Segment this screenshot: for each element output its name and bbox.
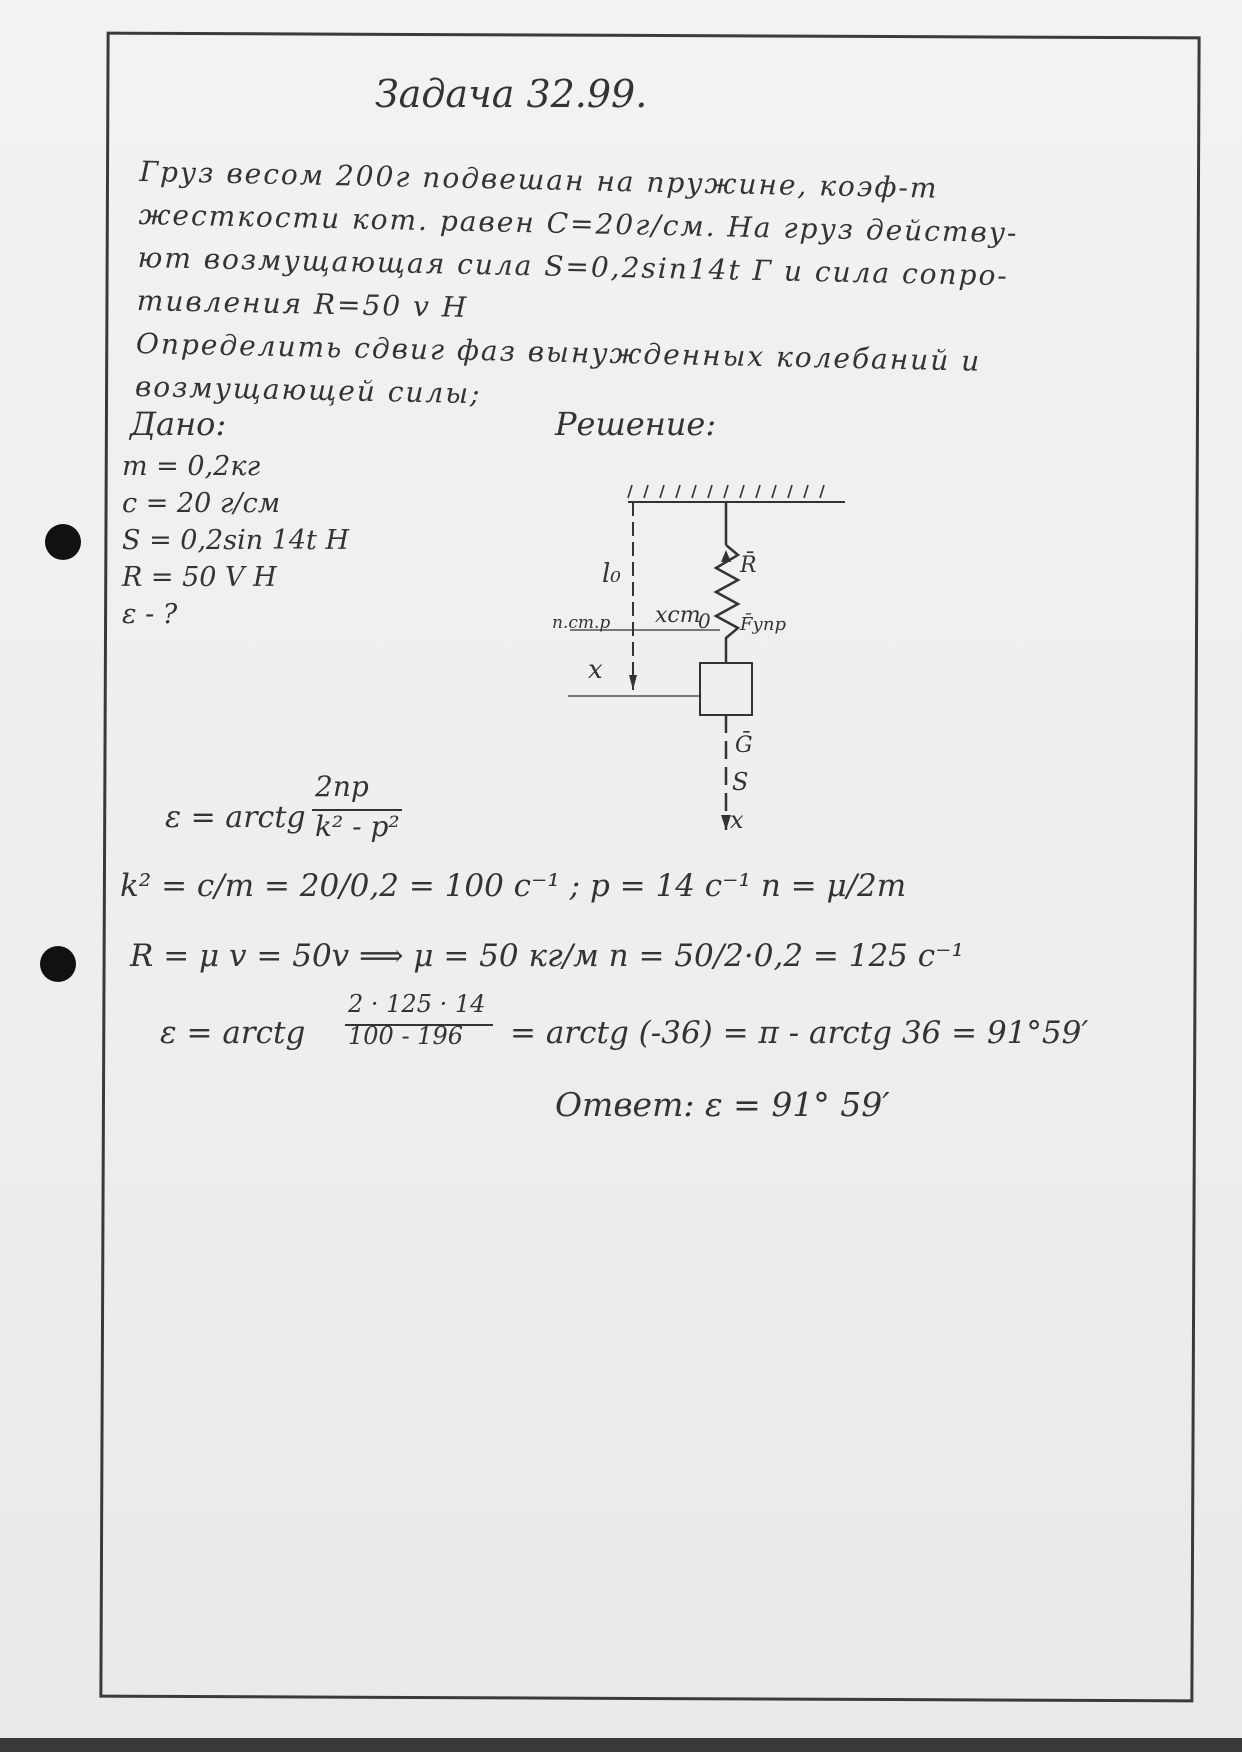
given-item: c = 20 г/см	[122, 488, 281, 519]
label-xst: xст	[655, 603, 701, 628]
problem-line: ют возмущающая сила S=0,2sin14t Г и сила сопро-	[137, 240, 1010, 293]
given-item: S = 0,2sin 14t H	[122, 525, 350, 556]
given-heading: Дано:	[130, 405, 227, 443]
solution-heading: Решение:	[555, 405, 717, 443]
given-item: ε - ?	[122, 599, 178, 630]
spring-mass-diagram	[540, 470, 860, 840]
label-x-left: x	[588, 655, 603, 685]
solution-line-1: k² = c/m = 20/0,2 = 100 c⁻¹ ; p = 14 c⁻¹ n = μ/2m	[120, 868, 907, 904]
label-G: Ḡ	[735, 733, 753, 758]
given-item: m = 0,2кг	[122, 451, 261, 482]
problem-title: Задача 32.99.	[375, 72, 648, 116]
formula-main-numerator: 2np	[315, 770, 369, 803]
label-S: S	[732, 768, 749, 796]
punch-hole-bottom	[40, 946, 76, 982]
solution-line-3-prefix: ε = arctg	[160, 1015, 306, 1051]
problem-statement	[135, 150, 1150, 429]
problem-line: возмущающей силы;	[134, 369, 482, 411]
given-item: R = 50 V H	[122, 562, 277, 593]
solution-line-3-denominator: 100 - 196	[348, 1022, 463, 1050]
problem-line: жесткости кот. равен С=20г/см. На груз действу-	[138, 197, 1019, 250]
label-origin: 0	[698, 609, 711, 633]
label-Fupr: F̄упр	[740, 614, 787, 635]
label-l0: l₀	[602, 559, 621, 589]
given-list	[122, 448, 349, 633]
problem-line: Определить сдвиг фаз вынужденных колебаний и	[135, 326, 982, 378]
formula-main-denominator: k² - p²	[315, 810, 400, 843]
solution-line-3-numerator: 2 · 125 · 14	[348, 990, 486, 1018]
problem-line: тивления R=50 v Н	[136, 283, 469, 324]
label-equilibrium: п.ст.р	[552, 613, 611, 633]
solution-line-3-result: = arctg (-36) = π - arctg 36 = 91°59′	[510, 1015, 1089, 1051]
answer: Ответ: ε = 91° 59′	[555, 1085, 890, 1124]
solution-line-2: R = μ v = 50v ⟹ μ = 50 кг/м n = 50/2·0,2 = 125 c⁻¹	[130, 938, 964, 974]
punch-hole-top	[45, 524, 81, 560]
label-R: R̄	[740, 553, 757, 578]
problem-line: Груз весом 200г подвешан на пружине, коэф-т	[139, 154, 939, 205]
label-x-axis: x	[730, 806, 744, 834]
formula-main-prefix: ε = arctg	[165, 800, 306, 835]
scan-edge	[0, 1738, 1242, 1752]
